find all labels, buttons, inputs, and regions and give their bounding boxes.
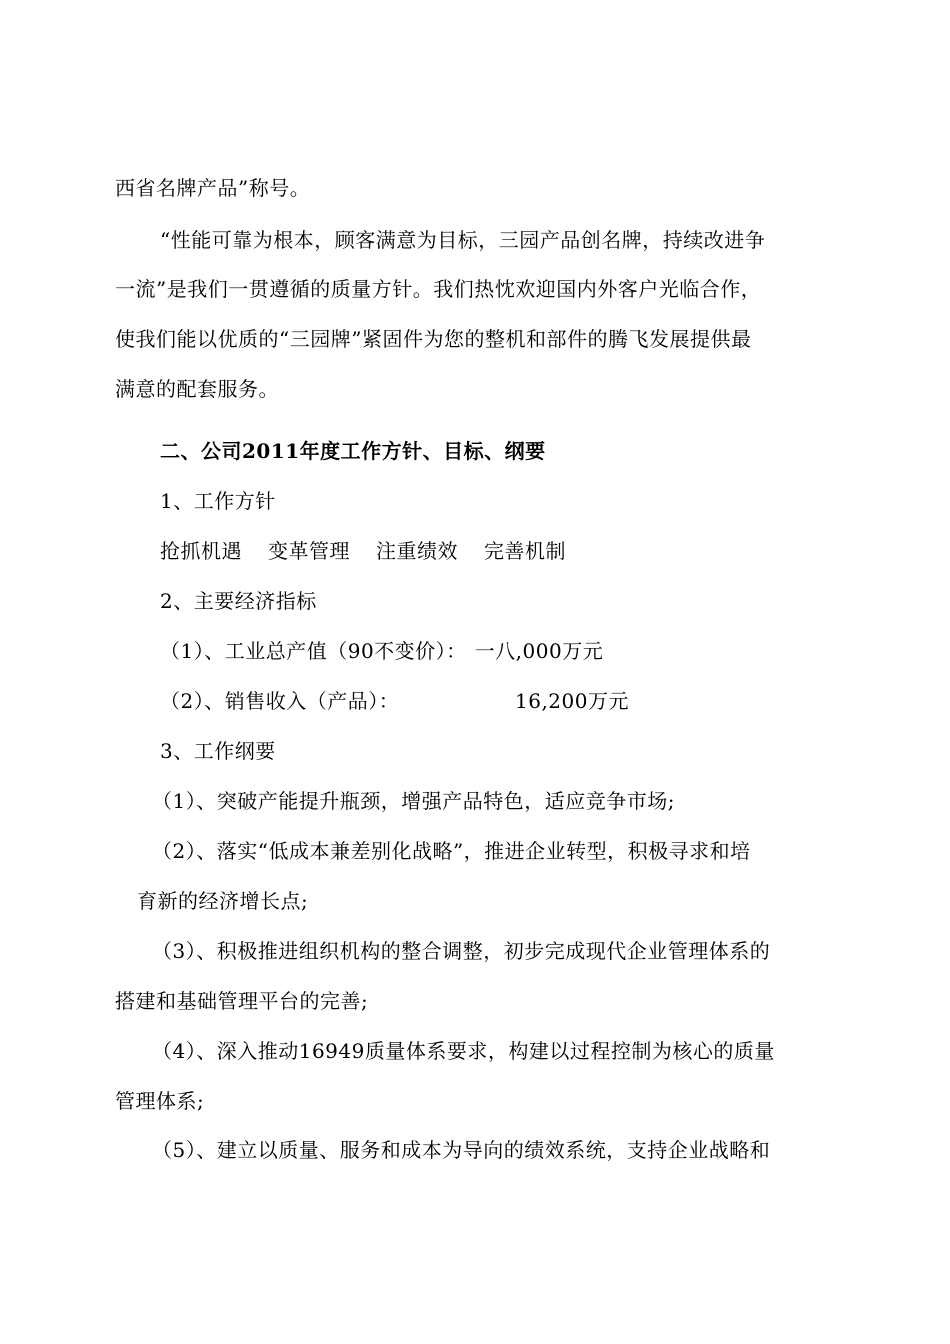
outline-item-4-line-1: （4）、深入推动16949质量体系要求，构建以过程控制为核心的质量 <box>152 1039 775 1063</box>
outline-item-2-line-1: （2）、落实“低成本兼差别化战略”，推进企业转型，积极寻求和培 <box>152 839 751 863</box>
outline-item-1: （1）、突破产能提升瓶颈，增强产品特色，适应竞争市场; <box>152 789 675 813</box>
quality-policy-line-3: 使我们能以优质的“三园牌”紧固件为您的整机和部件的腾飞发展提供最 <box>115 327 752 351</box>
quality-policy-line-4: 满意的配套服务。 <box>115 377 279 401</box>
indicator-value: 一八,000万元 <box>474 639 604 663</box>
outline-item-4-line-2: 管理体系; <box>115 1089 205 1113</box>
outline-item-3-line-2: 搭建和基础管理平台的完善; <box>115 989 369 1013</box>
quality-policy-line-1: “性能可靠为根本，顾客满意为目标，三园产品创名牌，持续改进争 <box>160 228 766 252</box>
indicator-value-2: 16,200万元 <box>515 689 629 713</box>
work-policy-items <box>160 539 566 563</box>
subheading-work-outline: 3、工作纲要 <box>160 739 276 763</box>
work-policy-item: 变革管理 <box>268 539 350 563</box>
indicator-row-1 <box>160 639 603 663</box>
indicator-row-2 <box>160 689 399 713</box>
indicator-label: （1）、工业总产值（90不变价）： <box>160 639 467 663</box>
work-policy-item: 注重绩效 <box>376 539 458 563</box>
subheading-economic-indicators: 2、主要经济指标 <box>160 589 317 613</box>
subheading-work-policy: 1、工作方针 <box>160 489 276 513</box>
quality-policy-line-2: 一流”是我们一贯遵循的质量方针。我们热忱欢迎国内外客户光临合作， <box>115 277 762 301</box>
outline-item-2-line-2: 育新的经济增长点; <box>137 889 309 913</box>
work-policy-item: 抢抓机遇 <box>160 539 242 563</box>
indicator-label: （2）、销售收入（产品）： <box>160 689 400 713</box>
outline-item-5-line-1: （5）、建立以质量、服务和成本为导向的绩效系统，支持企业战略和 <box>152 1138 771 1162</box>
outline-item-3-line-1: （3）、积极推进组织机构的整合调整，初步完成现代企业管理体系的 <box>152 939 771 963</box>
paragraph-tail: 西省名牌产品”称号。 <box>115 176 311 200</box>
work-policy-item: 完善机制 <box>484 539 566 563</box>
section-heading-2: 二、公司2011年度工作方针、目标、纲要 <box>160 439 546 463</box>
